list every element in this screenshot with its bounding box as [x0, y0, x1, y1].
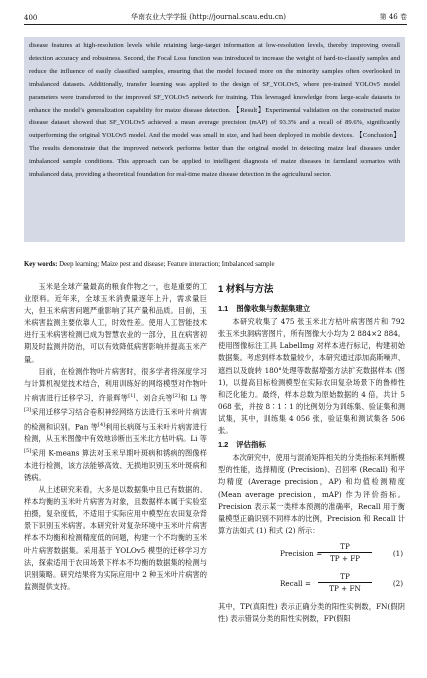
- keywords-label: Key words:: [24, 261, 58, 268]
- equation-number: (2): [392, 578, 403, 588]
- definition-paragraph: 其中，TP(真阳性) 表示正确分类的阳性实例数，FN(假阴性) 表示错误分类的阳性实例数，FP(假阳: [218, 601, 405, 623]
- metrics-paragraph: 本次研究中，使用与混淆矩阵相关的分类指标来判断模型的性能，选择精度 (Precision)、召回率 (Recall) 和平均精度 (Average precision，AP) 和均值检测精度 (Mean average precision，mAP) 作为评价指标。Precision 表示某一类样本预测的准确率，Recall 用于衡量模型正确识别不同样本的比例，Precision 和 Recall 计算方法如式 (1) 和式 (2) 所示：: [218, 453, 405, 535]
- journal-name: 华南农业大学学报 (http://journal.scau.edu.cn): [131, 13, 286, 21]
- citation-ref[interactable]: [4]: [98, 421, 106, 428]
- volume-label: 第 46 卷: [379, 13, 407, 21]
- subsection-title-1: 1.1 图像收集与数据集建立: [218, 304, 311, 314]
- intro-paragraph-3: 从上述研究来看，大多是以数据集中且已有数据的、样本均衡的玉米叶片病害为对象，且数据样本属于实验室拍摄，复杂度低，不适用于实际应用中模型在农田复杂背景下识别玉米病害。本研究针对复杂环境中玉米叶片病害样本不均衡和检测精度低的问题，构建一个不均衡的玉米叶片病害数据集。采用基于 YOLOv5 模型的迁移学习方法，探索适用于农田场景下样本不均衡的数据集的检测与识别策略。研究结果将为实际应用中 2 种玉米叶片病害的监测提供支持。: [24, 485, 207, 591]
- keywords-text: Deep learning; Maize pest and disease; Feature interaction; Imbalanced sample: [59, 261, 275, 268]
- intro-paragraph-2: 目前，在检测作物叶片病害时，很多学者将深度学习与计算机视觉技术结合，利用训练好的网络模型对作物叶片病害进行迁移学习，许景辉等[1]、刘合兵等[2]和 Li 等[3]采用迁移学习结合卷积神经网络方法进行玉米叶片病害的检测和识别。Pan 等[4]利用长病斑与玉米叶片病害进行检测，从玉米图像中有效地诊断出玉米北方枯叶病。Li 等[5]采用 K-means 算法对玉米早期叶斑病和锈病的图像样本进行检测，该方法能够高效、无损地识别玉米叶斑病和锈病。: [24, 366, 207, 482]
- citation-ref[interactable]: [3]: [24, 407, 32, 414]
- page-header: [24, 6, 407, 25]
- abstract-text: disease features at high-resolution levels while retaining large-target information at low-resolution levels, thereby improving overall detection accuracy and robustness. Second, the Focal Loss function was introduced to increase the weight of hard-to-classify samples and reduce the influence of easily classified samples, ensuring that the model focused more on the minority samples often overlooked in imbalanced datasets. Additionally, transfer learning was applied to the design of SF_YOLOv5, where pre-trained YOLOv5 model parameters were transferred to the improved SF_YOLOv5 network for training. This leveraged knowledge from large-scale datasets to enhance the model’s generalization capability for maize disease detection. 【Result】Experimental validation on the constructed maize disease dataset showed that SF_YOLOv5 achieved a mean average precision (mAP) of 93.3% and a recall of 89.6%, significantly outperforming the original YOLOv5 model. And the model was small in size, and had been deployed in mobile devices. 【Conclusion】The results demonstrate that the improved network performs better than the original model in detecting maize leaf diseases under imbalanced sample conditions. This approach can be applied to intelligent diagnosis of maize diseases in farmland scenarios with imbalanced data, providing a theoretical foundation for real-time maize disease detection in the agricultural sector.: [29, 42, 400, 179]
- citation-ref[interactable]: [2]: [172, 392, 180, 399]
- citation-ref[interactable]: [5]: [24, 448, 32, 455]
- page-number: 400: [24, 14, 38, 22]
- right-column: [218, 284, 405, 625]
- citation-ref[interactable]: [1]: [128, 392, 136, 399]
- left-column: [24, 281, 207, 593]
- equation-recall: Recall = $\frac{TP}{TP + FN}$ (2): [280, 571, 403, 593]
- subsection-title-2: 1.2 评估指标: [218, 440, 266, 450]
- dataset-paragraph: 本研究收集了 475 张玉米北方枯叶病害图片和 792 张玉米虫洞病害图片，所有图像大小均为 2 884×2 884。使用图像标注工具 LabelImg 对样本进行标记，构建初始数据集。考虑到样本数量较少，本研究通过添加高斯噪声、遮挡以及旋转 180°处理等数据增强方法扩充数据样本 (图 1)，以提高目标检测模型在实际农田复杂场景下的鲁棒性和泛化能力。最终，样本总数为原始数据的 4 倍，共计 5 068 张，并按 8∶1∶1 的比例划分为训练集、验证集和测试集，其中，训练集 4 056 张，验证集和测试集各 506 张。: [218, 317, 405, 436]
- abstract-block: [24, 37, 405, 242]
- intro-paragraph-1: 玉米是全球产量最高的粮食作物之一，也是重要的工业原料。近年来，全球玉米消费量逐年上升，需求量巨大，但玉米病害问题严重影响了其产量和品质。目前，玉米病害监测主要依靠人工，时效性差。使用人工智能技术进行玉米病害检测已成为智慧农业的一部分，且在病害初期及时监测并防治，可以有效降低病害影响并提高玉米产量。: [24, 282, 207, 364]
- keywords-line: [24, 261, 405, 268]
- section-title: 1 材料与方法: [218, 284, 274, 295]
- equation-precision: Precision = $\frac{TP}{TP + FP}$ (1): [280, 541, 403, 563]
- equation-number: (1): [392, 548, 403, 558]
